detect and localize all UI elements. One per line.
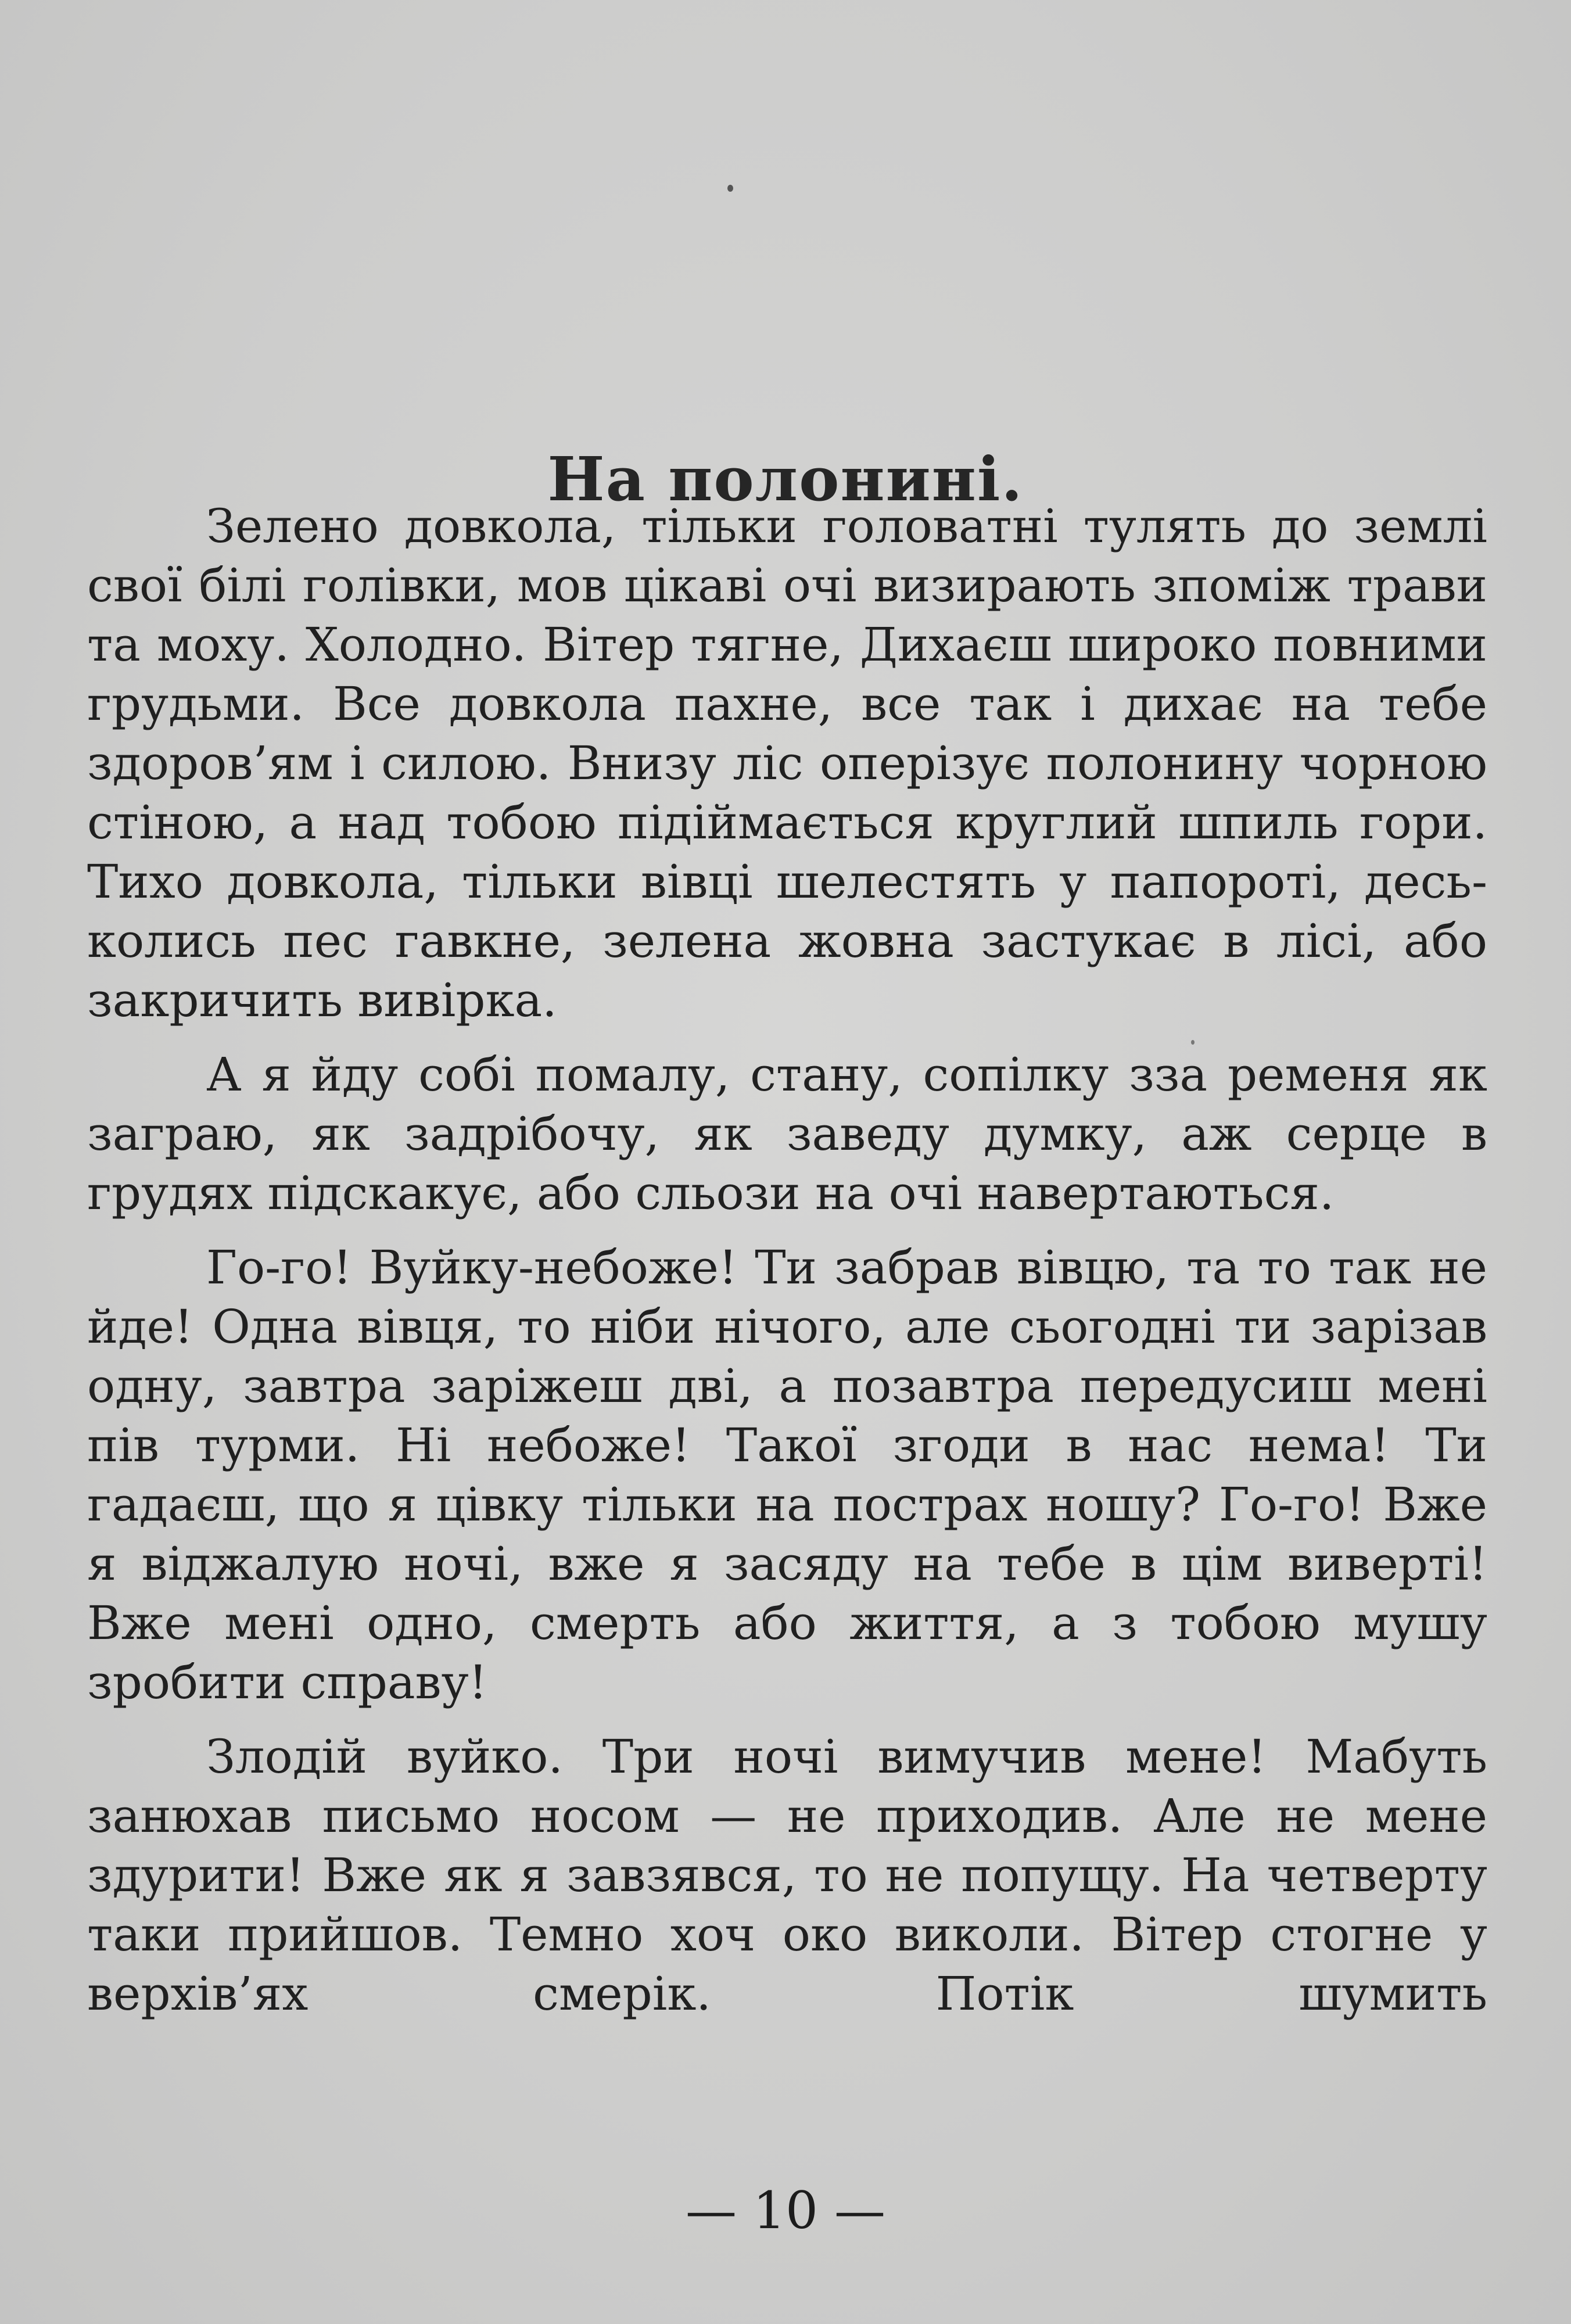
- paragraph: Злодій вуйко. Три ночі вимучив мене! Мабуть занюхав письмо носом — не приходив. Але не мене здурити! Вже як я завзявся, то не попущу. На четверту таки прийшов. Темно хоч око виколи. Вітер стогне у верхів’ях смерік. Потік шумить: [87, 1730, 1487, 2021]
- body-text: [87, 497, 1487, 2039]
- paragraph: Зелено довкола, тільки головатні тулять до землі свої білі голівки, мов цікаві очі визирають зпоміж трави та моху. Холодно. Вітер тягне, Дихаєш широко повними грудьми. Все довкола пахне, все так і дихає на тебе здоров’ям і силою. Внизу ліс оперізує полонину чорною стіною, а над тобою підіймається круглий шпиль гори. Тихо довкола, тільки вівці шелестять у папороті, десь-колись пес гавкне, зелена жовна застукає в лісі, або закричить вивірка.: [87, 499, 1487, 1027]
- page-number: — 10 —: [686, 2180, 885, 2240]
- paragraph: Го-го! Вуйку-небоже! Ти забрав вівцю, та то так не йде! Одна вівця, то ніби нічого, але сьогодні ти зарізав одну, завтра заріжеш дві, а позавтра передусиш мені пів турми. Ні небоже! Такої згоди в нас нема! Ти гадаєш, що я цівку тільки на пострах ношу? Го-го! Вже я віджалую ночі, вже я засяду на тебе в цім виверті! Вже мені одно, смерть або життя, а з тобою мушу зробити справу!: [87, 1240, 1487, 1709]
- paragraph: А я йду собі помалу, стану, сопілку зза ременя як заграю, як задрібочу, як заведу думку, аж серце в грудях підскакує, або сльози на очі навертаються.: [87, 1048, 1487, 1220]
- ink-speck: [727, 185, 733, 192]
- chapter-title: На полонині.: [547, 443, 1024, 515]
